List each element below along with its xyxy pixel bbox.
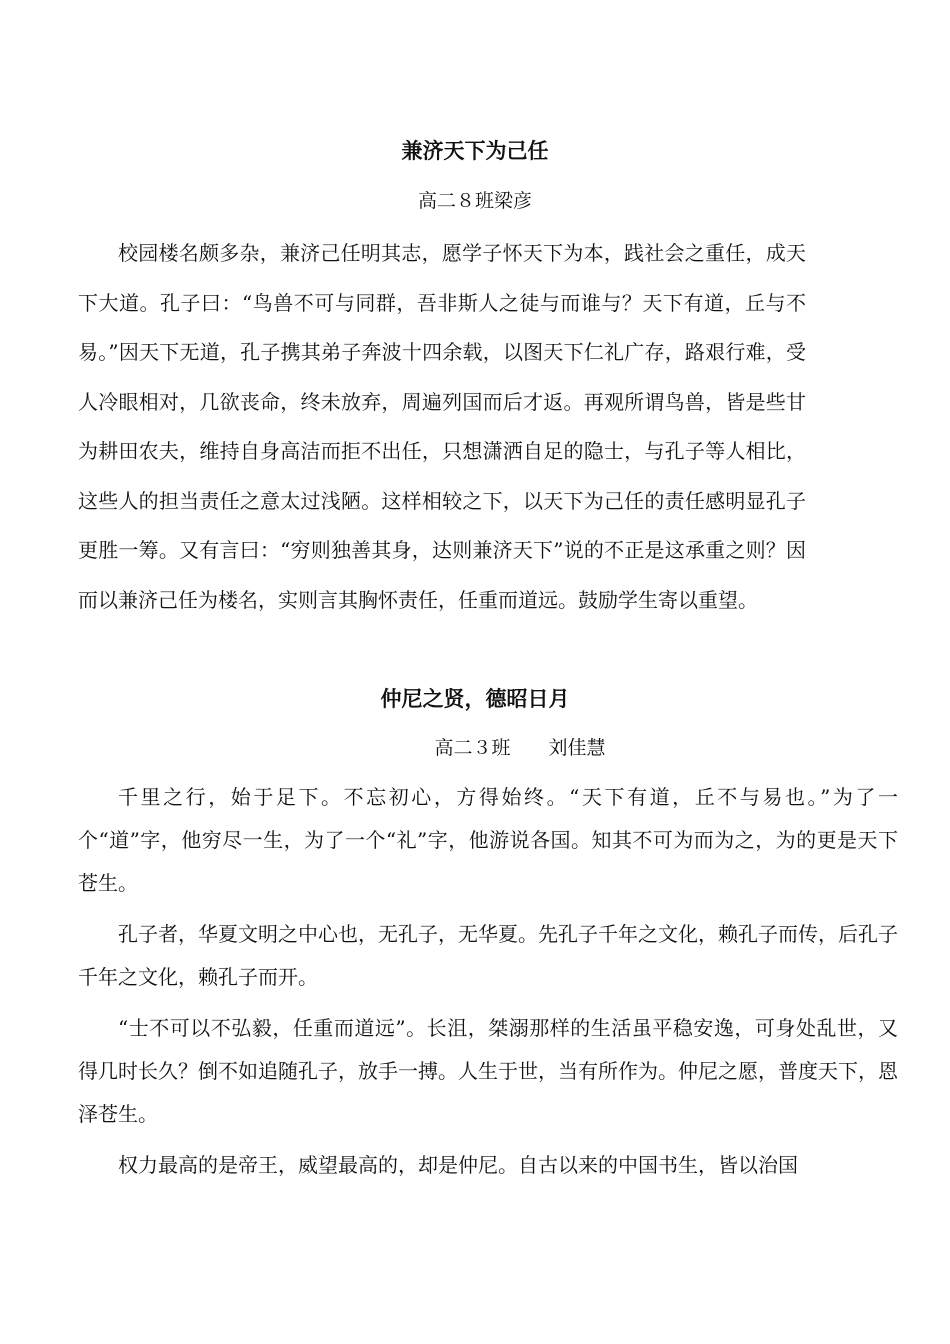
essay-2-author: 高二３班 刘佳慧 bbox=[434, 737, 606, 759]
essay-1-author: 高二８班梁彦 bbox=[417, 190, 532, 212]
essay-2-body bbox=[78, 776, 898, 1195]
essay-2-paragraph-3: “士不可以不弘毅，任重而道远”。长沮，桀溺那样的生活虽平稳安逸，可身处乱世，又得几时长久？倒不如追随孔子，放手一搏。人生于世，当有所作为。仲尼之愿，普度天下，恩泽苍生。 bbox=[78, 1016, 898, 1126]
essay-2-paragraph-2: 孔子者，华夏文明之中心也，无孔子，无华夏。先孔子千年之文化，赖孔子而传，后孔子千年之文化，赖孔子而开。 bbox=[78, 922, 898, 989]
essay-2-paragraph-1: 千里之行，始于足下。不忘初心，方得始终。“天下有道，丘不与易也。”为了一个“道”字，他穷尽一生，为了一个“礼”字，他游说各国。知其不可为而为之，为的更是天下苍生。 bbox=[78, 785, 898, 895]
essay-1-paragraph: 校园楼名颇多杂，兼济己任明其志，愿学子怀天下为本，践社会之重任，成天下大道。孔子曰：“鸟兽不可与同群，吾非斯人之徒与而谁与？天下有道，丘与不易。”因天下无道，孔子携其弟子奔波十四余载，以图天下仁礼广存，路艰行难，受人冷眼相对，几欲丧命，终未放弃，周遍列国而后才返。再观所谓鸟兽，皆是些甘为耕田农夫，维持自身高洁而拒不出任，只想潇洒自足的隐士，与孔子等人相比，这些人的担当责任之意太过浅陋。这样相较之下，以天下为己任的责任感明显孔子更胜一筹。又有言曰：“穷则独善其身，达则兼济天下”说的不正是这承重之则？因而以兼济己任为楼名，实则言其胸怀责任，任重而道远。鼓励学生寄以重望。 bbox=[78, 241, 806, 612]
essay-2-paragraph-4: 权力最高的是帝王，威望最高的，却是仲尼。自古以来的中国书生，皆以治国 bbox=[118, 1153, 798, 1177]
essay-1-title: 兼济天下为己任 bbox=[401, 139, 549, 163]
essay-2-title: 仲尼之贤，德昭日月 bbox=[380, 687, 570, 711]
